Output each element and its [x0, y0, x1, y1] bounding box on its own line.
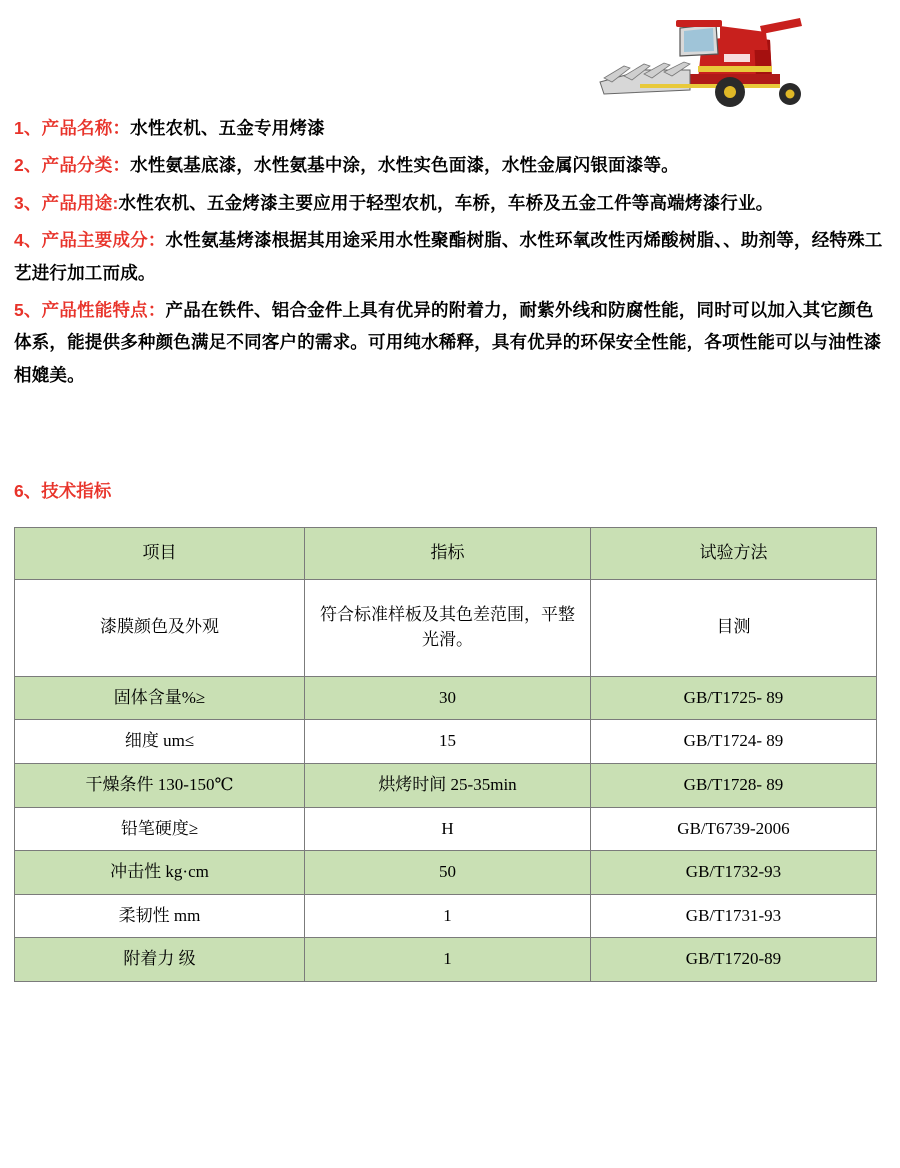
table-cell-index: H: [305, 807, 591, 851]
table-cell-index: 1: [305, 938, 591, 982]
table-row: [15, 676, 877, 720]
section-text-1: 水性农机、五金专用烤漆: [130, 118, 325, 138]
table-header-cell-method: 试验方法: [591, 528, 877, 580]
table-cell-item: 冲击性 kg·cm: [15, 851, 305, 895]
table-header-cell-index: 指标: [305, 528, 591, 580]
table-cell-method: GB/T1720-89: [591, 938, 877, 982]
section-paragraph-3: [14, 187, 886, 219]
section-text-4: 水性氨基烤漆根据其用途采用水性聚酯树脂、水性环氧改性丙烯酸树脂、、助剂等，经特殊工艺进行加工而成。: [14, 230, 883, 283]
section-paragraph-4: [14, 224, 886, 289]
table-row: [15, 720, 877, 764]
table-cell-item: 干燥条件 130-150℃: [15, 763, 305, 807]
tech-section-title: 6、技术指标: [14, 481, 112, 501]
section-number-5: 5、: [14, 299, 42, 320]
table-cell-index: 15: [305, 720, 591, 764]
table-row: [15, 851, 877, 895]
table-row: [15, 579, 877, 676]
section-number-2: 2、: [14, 155, 42, 176]
technical-spec-table: [14, 527, 877, 982]
table-cell-method: GB/T1724- 89: [591, 720, 877, 764]
section-label-2: 产品分类：: [41, 155, 131, 176]
section-number-1: 1、: [14, 118, 42, 138]
table-row: [15, 938, 877, 982]
text-content: [14, 0, 886, 982]
table-cell-index: 符合标准样板及其色差范围，平整光滑。: [305, 579, 591, 676]
section-paragraph-2: [14, 149, 886, 181]
section-label-5: 产品性能特点：: [41, 299, 166, 320]
table-header-row: [15, 528, 877, 580]
section-text-5: 产品在铁件、铝合金件上具有优异的附着力，耐紫外线和防腐性能，同时可以加入其它颜色体系，能提供多种颜色满足不同客户的需求。可用纯水稀释，具有优异的环保安全性能，各项性能可以与油性漆相媲美。: [14, 299, 882, 385]
table-cell-item: 铅笔硬度≥: [15, 807, 305, 851]
section-paragraph-1: [14, 112, 886, 144]
table-cell-item: 漆膜颜色及外观: [15, 579, 305, 676]
table-cell-index: 烘烤时间 25-35min: [305, 763, 591, 807]
table-cell-method: GB/T1725- 89: [591, 676, 877, 720]
table-cell-index: 50: [305, 851, 591, 895]
section-label-4: 产品主要成分：: [41, 230, 166, 251]
table-row: [15, 763, 877, 807]
table-cell-method: GB/T6739-2006: [591, 807, 877, 851]
table-row: [15, 807, 877, 851]
harvester-photo: [594, 6, 814, 110]
table-header-cell-item: 项目: [15, 528, 305, 580]
section-text-3: 水性农机、五金烤漆主要应用于轻型农机，车桥，车桥及五金工件等高端烤漆行业。: [118, 192, 774, 213]
table-cell-method: GB/T1732-93: [591, 851, 877, 895]
table-cell-index: 30: [305, 676, 591, 720]
table-cell-method: GB/T1731-93: [591, 894, 877, 938]
table-cell-item: 细度 um≤: [15, 720, 305, 764]
table-cell-index: 1: [305, 894, 591, 938]
section-text-2: 水性氨基底漆，水性氨基中涂，水性实色面漆，水性金属闪银面漆等。: [130, 155, 679, 176]
table-row: [15, 894, 877, 938]
table-cell-item: 固体含量%≥: [15, 676, 305, 720]
section-number-3: 3、: [14, 192, 42, 213]
table-cell-item: 附着力 级: [15, 938, 305, 982]
section-paragraph-5: [14, 294, 886, 391]
table-cell-item: 柔韧性 mm: [15, 894, 305, 938]
section-label-3: 产品用途:: [41, 192, 119, 213]
section-label-1: 产品名称：: [41, 118, 131, 138]
section-number-4: 4、: [14, 230, 42, 251]
table-cell-method: 目测: [591, 579, 877, 676]
table-cell-method: GB/T1728- 89: [591, 763, 877, 807]
